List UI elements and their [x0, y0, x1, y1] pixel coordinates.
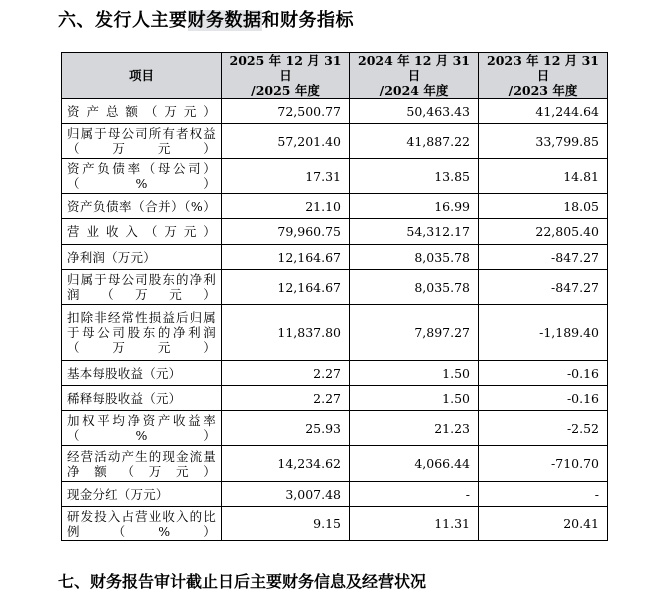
cell-2024: 50,463.43	[350, 99, 479, 124]
row-label: 归属于母公司股东的净利润（万元）	[62, 270, 222, 305]
row-label: 研发投入占营业收入的比例（%）	[62, 507, 222, 541]
cell-2025: 3,007.48	[222, 482, 350, 507]
table-row	[62, 124, 608, 159]
cell-2023: 33,799.85	[479, 124, 608, 159]
table-row	[62, 361, 608, 386]
cell-2025: 25.93	[222, 411, 350, 446]
cell-2024: 54,312.17	[350, 219, 479, 245]
row-label: 加权平均净资产收益率（%）	[62, 411, 222, 446]
row-label: 净利润（万元）	[62, 245, 222, 270]
table-row	[62, 194, 608, 219]
next-section-heading: 七、财务报告审计截止日后主要财务信息及经营状况	[58, 572, 427, 591]
table-row	[62, 305, 608, 361]
cell-2024: 8,035.78	[350, 270, 479, 305]
cell-2023: -0.16	[479, 386, 608, 411]
cell-2025: 21.10	[222, 194, 350, 219]
cell-2024: 13.85	[350, 159, 479, 194]
cell-2025: 9.15	[222, 507, 350, 541]
header-2024: 2024 年 12 月 31 日 /2024 年度	[350, 53, 479, 99]
heading-suffix: 和财务指标	[261, 10, 354, 31]
row-label: 归属于母公司所有者权益（万元）	[62, 124, 222, 159]
row-label: 稀释每股收益（元）	[62, 386, 222, 411]
header-row	[62, 53, 608, 99]
cell-2024: 16.99	[350, 194, 479, 219]
heading-prefix: 六、发行人主要	[58, 10, 188, 31]
cell-2025: 12,164.67	[222, 270, 350, 305]
table-row	[62, 386, 608, 411]
table-row	[62, 482, 608, 507]
row-label: 资产总额（万元）	[62, 99, 222, 124]
row-label: 扣除非经常性损益后归属于母公司股东的净利润（万元）	[62, 305, 222, 361]
cell-2023: -847.27	[479, 270, 608, 305]
cell-2023: -1,189.40	[479, 305, 608, 361]
row-label: 营业收入（万元）	[62, 219, 222, 245]
cell-2024: 41,887.22	[350, 124, 479, 159]
header-2023: 2023 年 12 月 31 日 /2023 年度	[479, 53, 608, 99]
section-heading	[58, 6, 354, 32]
table-row	[62, 446, 608, 482]
table-row	[62, 270, 608, 305]
cell-2024: -	[350, 482, 479, 507]
row-label: 经营活动产生的现金流量净额（万元）	[62, 446, 222, 482]
cell-2023: -0.16	[479, 361, 608, 386]
cell-2023: -847.27	[479, 245, 608, 270]
table-row	[62, 219, 608, 245]
cell-2025: 2.27	[222, 386, 350, 411]
cell-2025: 11,837.80	[222, 305, 350, 361]
financial-table-container	[61, 52, 608, 541]
table-row	[62, 507, 608, 541]
heading-highlight: 财务数据	[187, 10, 262, 31]
cell-2023: -2.52	[479, 411, 608, 446]
header-2025: 2025 年 12 月 31 日 /2025 年度	[222, 53, 350, 99]
row-label: 基本每股收益（元）	[62, 361, 222, 386]
cell-2023: 18.05	[479, 194, 608, 219]
row-label: 现金分红（万元）	[62, 482, 222, 507]
cell-2025: 79,960.75	[222, 219, 350, 245]
cell-2023: 22,805.40	[479, 219, 608, 245]
table-row	[62, 159, 608, 194]
financial-table	[61, 52, 608, 541]
cell-2024: 8,035.78	[350, 245, 479, 270]
cell-2023: 14.81	[479, 159, 608, 194]
cell-2025: 12,164.67	[222, 245, 350, 270]
cell-2025: 57,201.40	[222, 124, 350, 159]
cell-2025: 17.31	[222, 159, 350, 194]
cell-2023: -710.70	[479, 446, 608, 482]
cell-2024: 21.23	[350, 411, 479, 446]
row-label: 资产负债率（母公司）（%）	[62, 159, 222, 194]
row-label: 资产负债率（合并）（%）	[62, 194, 222, 219]
table-row	[62, 411, 608, 446]
cell-2025: 2.27	[222, 361, 350, 386]
cell-2025: 72,500.77	[222, 99, 350, 124]
cell-2024: 7,897.27	[350, 305, 479, 361]
cell-2024: 4,066.44	[350, 446, 479, 482]
cell-2023: -	[479, 482, 608, 507]
cell-2024: 1.50	[350, 386, 479, 411]
table-row	[62, 245, 608, 270]
cell-2023: 20.41	[479, 507, 608, 541]
cell-2025: 14,234.62	[222, 446, 350, 482]
header-item: 项目	[62, 53, 222, 99]
table-row	[62, 99, 608, 124]
cell-2024: 11.31	[350, 507, 479, 541]
cell-2023: 41,244.64	[479, 99, 608, 124]
cell-2024: 1.50	[350, 361, 479, 386]
